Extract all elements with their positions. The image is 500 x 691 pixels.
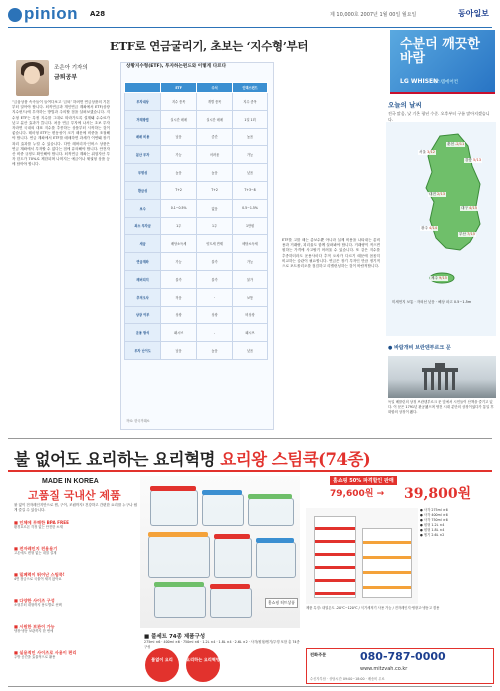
- table-cell: 1주: [197, 217, 233, 235]
- table-cell: 불가: [197, 270, 233, 288]
- table-cell: 배당소득세: [161, 235, 197, 253]
- product-list: ● 사각 275ml ×6 ● 사각 400ml ×6 ● 사각 750ml ×6 ● 원형 1.2L ×4 ● 원형 1.8L ×4 ● 찜기 2.6L ×2: [420, 508, 448, 537]
- table-source: 자료: 한국거래소: [126, 419, 150, 423]
- article-headline: ETF로 연금굴리기, 초보는 ‘지수형’부터: [110, 39, 309, 53]
- weather-title: 오늘의 날씨: [388, 101, 422, 109]
- comparison-table: [124, 82, 268, 360]
- table-cell: 실시간 매매: [197, 110, 233, 128]
- table-cell: 지수 종목: [233, 93, 268, 111]
- feature-title: ■ 다양한 사이즈 구성: [14, 598, 55, 603]
- table-cell: 가능: [233, 253, 268, 271]
- feature-desc: 4면 잠금으로 국물이 새지 않아요: [14, 577, 62, 581]
- order-note: 수신자부담 · 상담시간 09:00~18:00 · 배송비 무료: [310, 677, 385, 681]
- table-cell: 낮음: [233, 342, 268, 360]
- table-cell: 높음: [197, 342, 233, 360]
- table-cell: 상장: [161, 306, 197, 324]
- lg-ad-title: 수분더 깨끗한 바람: [400, 37, 480, 66]
- table-cell: 어려움: [197, 146, 233, 164]
- product-features: 제품 특징: 내열온도 -20℃~120℃ / 식기세척기 사용 가능 / 전자레인지·냉장고·냉동고 겸용: [306, 606, 440, 610]
- table-cell: 비상장: [233, 306, 268, 324]
- table-row-header: 레버리지: [125, 270, 161, 288]
- feature-item: [14, 572, 136, 582]
- feature-desc: 냉장·냉동 보관까지 한 번에: [14, 629, 54, 633]
- weather-city: [464, 158, 482, 163]
- city-name: 대구: [461, 206, 468, 210]
- author-column: 금퇴공부: [54, 74, 78, 81]
- table-header-cell: ETF: [161, 83, 197, 93]
- weather-city: [446, 142, 465, 147]
- city-temp: 2/13: [436, 192, 446, 196]
- logo-circle-icon: [8, 8, 22, 22]
- table-header-row: [125, 83, 268, 93]
- table-cell: 0.5~1.5%: [233, 199, 268, 217]
- arrow-icon: →: [376, 489, 385, 499]
- table-row-header: 투명성: [125, 164, 161, 182]
- weather-city: [430, 276, 448, 281]
- table-cell: 없음: [197, 199, 233, 217]
- feature-item: [14, 546, 136, 556]
- table-cell: 낮음: [161, 342, 197, 360]
- table-row-header: 추적오차: [125, 288, 161, 306]
- table-cell: 작음: [161, 288, 197, 306]
- lg-ad-sub: 시스템에어컨: [432, 80, 459, 85]
- city-name: 광주: [421, 226, 428, 230]
- table-cell: 가능: [161, 253, 197, 271]
- ad-headline-b: 요리왕 스팀쿡: [220, 450, 319, 469]
- feature-item: [14, 650, 136, 660]
- table-cell: 양도세 면제: [197, 235, 233, 253]
- feature-item: [14, 598, 136, 608]
- sale-price: 39,800원: [404, 486, 472, 502]
- table-row-header: 세금: [125, 235, 161, 253]
- feature-item: [14, 520, 136, 530]
- original-price-value: 79,600원: [330, 489, 374, 499]
- table-row: [125, 288, 268, 306]
- weather-city: [418, 150, 436, 155]
- order-phone[interactable]: 080-787-0000: [360, 650, 446, 663]
- city-temp: 7/15: [466, 232, 476, 236]
- table-cell: -: [197, 324, 233, 342]
- feature-title: ■ 실용적인 사이즈로 사용이 편리: [14, 650, 77, 655]
- table-cell: 가능: [161, 146, 197, 164]
- set-composition: 275ml ×6 · 400ml ×6 · 750ml ×6 · 1.2L ×4 · 1.8L ×4 · 2.6L ×2 · 사각/원형/찜기/뚜껑 포함 총 74종 구성: [144, 640, 300, 650]
- opinion-logo: [8, 4, 78, 24]
- table-row: [125, 146, 268, 164]
- table-row-header: 연금계좌: [125, 253, 161, 271]
- photo-caption: 독일 베를린의 상징 브란덴부르크 문 앞에서 시민들이 산책을 즐기고 있다. 이 문은 1791년 완공됐으며 냉전 시대 분단의 상징이었다가 통일 후 화합의 상징이 됐다.: [388, 400, 494, 414]
- original-price: [330, 486, 384, 499]
- table-cell: 개별 종목: [197, 93, 233, 111]
- table-cell: 중간: [197, 128, 233, 146]
- table-cell: 낮음: [233, 164, 268, 182]
- city-temp: 9/15: [438, 276, 448, 280]
- table-header-cell: 인덱스펀드: [233, 83, 268, 93]
- table-cell: 불가: [197, 253, 233, 271]
- city-name: 제주: [431, 276, 438, 280]
- weather-city: [420, 226, 438, 231]
- weather-city: [458, 232, 476, 237]
- city-temp: -2/11: [454, 142, 465, 146]
- table-row-header: 매매 비용: [125, 128, 161, 146]
- city-name: 강릉: [465, 158, 472, 162]
- ad-separator: [8, 438, 492, 439]
- revolution-badge-text: 요리하는 요리혁명: [186, 657, 220, 662]
- container-stack-photo: [306, 508, 418, 604]
- table-cell: 낮음: [161, 128, 197, 146]
- table-row: [125, 110, 268, 128]
- city-temp: 5/13: [472, 158, 482, 162]
- weather-summary: 전국 맑음, 낮 기온 평년 수준. 오후부터 구름 많아지겠습니다.: [388, 111, 490, 122]
- table-row-header: 보수: [125, 199, 161, 217]
- table-cell: 가능: [233, 146, 268, 164]
- table-row-header: 거래방법: [125, 110, 161, 128]
- table-cell: 높음: [161, 164, 197, 182]
- table-cell: -: [197, 288, 233, 306]
- table-cell: 상장: [197, 306, 233, 324]
- newspaper-name: 동아일보: [458, 8, 489, 18]
- table-cell: T+2: [161, 181, 197, 199]
- bottom-rule: [8, 686, 492, 687]
- table-cell: 1주: [161, 217, 197, 235]
- table-cell: 1만원: [233, 217, 268, 235]
- domestic-product: 고품질 국내산 제품: [28, 489, 121, 502]
- table-row: [125, 324, 268, 342]
- feature-desc: 고온에도 변형 없는 내열 설계: [14, 551, 57, 555]
- order-website[interactable]: www.mitzvah.co.kr: [360, 666, 408, 672]
- city-name: 춘천: [447, 142, 454, 146]
- korea-map-icon: [410, 132, 490, 292]
- table-row-header: 분산 투자: [125, 146, 161, 164]
- table-cell: 보통: [233, 288, 268, 306]
- homeshopping-badge: 홈쇼핑 히트상품: [265, 598, 298, 608]
- table-row: [125, 217, 268, 235]
- table-row: [125, 342, 268, 360]
- feature-title: ■ 밀폐력이 뛰어난 스팀쿡!: [14, 572, 65, 577]
- weather-city: [428, 192, 446, 197]
- revolution-badge: [186, 648, 220, 682]
- lg-ad-bar: [390, 92, 495, 94]
- feature-title: ■ 전자레인지 전용용기: [14, 546, 58, 551]
- table-title: 상황지수형(ETF), 투자하는펀드와 이렇게 다르다: [126, 64, 227, 69]
- city-temp: 4/15: [468, 206, 478, 210]
- feature-title: ■ 시원한 보관이 가능: [14, 624, 55, 629]
- table-cell: 패시브: [233, 324, 268, 342]
- logo-text: pinion: [24, 4, 78, 23]
- table-cell: 높음: [233, 128, 268, 146]
- table-row: [125, 270, 268, 288]
- photo-story-title: ● 바람개비 브란덴부르크 문: [388, 345, 451, 351]
- table-row: [125, 235, 268, 253]
- ad-headline: [14, 446, 370, 470]
- table-cell: T+3~8: [233, 181, 268, 199]
- table-row-header: 상장 여부: [125, 306, 161, 324]
- article-body-column-2: ETF를 고를 때는 총보수뿐 아니라 실제 비용을 나타내는 총비용과 거래량, 괴리율도 함께 살펴봐야 합니다. 거래량이 적으면 원하는 가격에 사고팔기 어려울 수 있습니다. 또 같은 지수를 추종하더라도 운용사마다 추적 오차가 다르기 때문에 꼼꼼히 비교하는 습관이 필요합니다. 연금은 장기 투자인 만큼 정기적으로 포트폴리오를 점검하고 리밸런싱하는 것이 바람직합니다.: [282, 238, 380, 269]
- table-cell: 1일 1회: [233, 110, 268, 128]
- table-row: [125, 181, 268, 199]
- table-header-cell: [125, 83, 161, 93]
- table-row-header: 최소 투자금: [125, 217, 161, 235]
- feature-title: ■ 인체에 무해한 BPA FREE: [14, 520, 69, 525]
- table-row: [125, 93, 268, 111]
- set-title: ■ 풀세트 74종 제품구성: [144, 634, 206, 640]
- feature-item: [14, 624, 136, 634]
- table-cell: 지수 종목: [161, 93, 197, 111]
- table-row-header: 운용 방식: [125, 324, 161, 342]
- order-label: 전화주문: [310, 652, 327, 657]
- author-photo: [16, 60, 49, 96]
- table-cell: 불가: [233, 270, 268, 288]
- table-cell: 배당소득세: [233, 235, 268, 253]
- table-row: [125, 306, 268, 324]
- feature-desc: 환경호르몬 걱정 없는 안전한 소재: [14, 525, 63, 529]
- table-row-header: 투자 난이도: [125, 342, 161, 360]
- city-temp: 4/14: [428, 226, 438, 230]
- table-cell: 패시브: [161, 324, 197, 342]
- table-cell: 실시간 매매: [161, 110, 197, 128]
- weather-city: [460, 206, 478, 211]
- table-cell: 불가: [161, 270, 197, 288]
- header-rule: [8, 27, 492, 28]
- city-name: 서울: [419, 150, 426, 154]
- weather-legend: 미세먼지 보통 · 자외선 낮음 · 해상 파고 0.5~1.5m: [392, 300, 472, 304]
- brandenburg-gate-icon: [420, 362, 460, 392]
- author-byline: [54, 64, 88, 83]
- no-fire-badge: [145, 648, 179, 682]
- table-cell: T+2: [197, 181, 233, 199]
- author-name: 조은아 기자의: [54, 65, 88, 71]
- table-row-header: 투자대상: [125, 93, 161, 111]
- lg-ad-brand: LG WHISEN: [400, 78, 439, 85]
- no-fire-badge-text: 불없이 요리: [151, 657, 173, 662]
- table-row: [125, 199, 268, 217]
- ad-headline-c: (74종): [318, 450, 371, 469]
- made-in-korea: MADE IN KOREA: [42, 478, 99, 485]
- feature-desc: 주방 공간을 효율적으로 활용: [14, 655, 56, 659]
- table-cell: 높음: [197, 164, 233, 182]
- table-header-cell: 주식: [197, 83, 233, 93]
- table-row: [125, 253, 268, 271]
- table-row: [125, 164, 268, 182]
- table-row: [125, 128, 268, 146]
- feature-desc: 소형부터 대형까지 용도별로 선택: [14, 603, 62, 607]
- article-body-column-1: “금융상품 속속들이 들여다보고 ‘금퇴’ 하려면 연금상품의 기본부터 알아야 합니다. 퇴직연금과 개인연금 계좌에서 ETF(상장지수펀드)에 투자하는 방법과 주의할 점을 살펴보겠습니다. 지수형 ETF는 특정 지수를 그대로 따라가도록 설계돼 수수료가 낮고 분산 효과가 큽니다. 처음 연금 투자에 나서는 초보 투자자라면 국내외 대표 지수를 추종하는 상품부터 시작하는 것이 좋습니다. 테마형 ETF는 변동성이 크기 때문에 비중을 조절해야 합니다. 연금 계좌에서 ETF를 매매하면 과세가 이연돼 장기 복리 효과를 누릴 수 있습니다. 다만 레버리지·인버스 상품은 연금 계좌에서 투자할 수 없다는 점에 유의해야 합니다. 안전자산 비중 규정도 확인해야 합니다. 퇴직연금 계좌는 위험자산 투자 한도가 70%로 제한되며 나머지는 예금이나 채권형 상품 등에 담아야 합니다.: [12, 100, 110, 167]
- ad-rule: [8, 470, 492, 472]
- city-name: 대전: [429, 192, 436, 196]
- ad-headline-a: 불 없어도 요리하는 요리혁명: [14, 450, 221, 469]
- ad-intro: 불 없이 전자레인지만으로 찜, 구이, 조림까지! 건강하고 간편한 요리를 누구나 쉽게 즐길 수 있습니다.: [14, 503, 137, 512]
- table-row-header: 환금성: [125, 181, 161, 199]
- issue-info: 제 10,000호 2007년 1월 00일 월요일: [330, 12, 417, 18]
- city-name: 부산: [459, 232, 466, 236]
- discount-label: 홈쇼핑 50% 파격할인 판매: [330, 476, 397, 485]
- table-cell: 0.1~0.5%: [161, 199, 197, 217]
- page-number: A28: [90, 10, 106, 18]
- city-temp: 3/12: [426, 150, 436, 154]
